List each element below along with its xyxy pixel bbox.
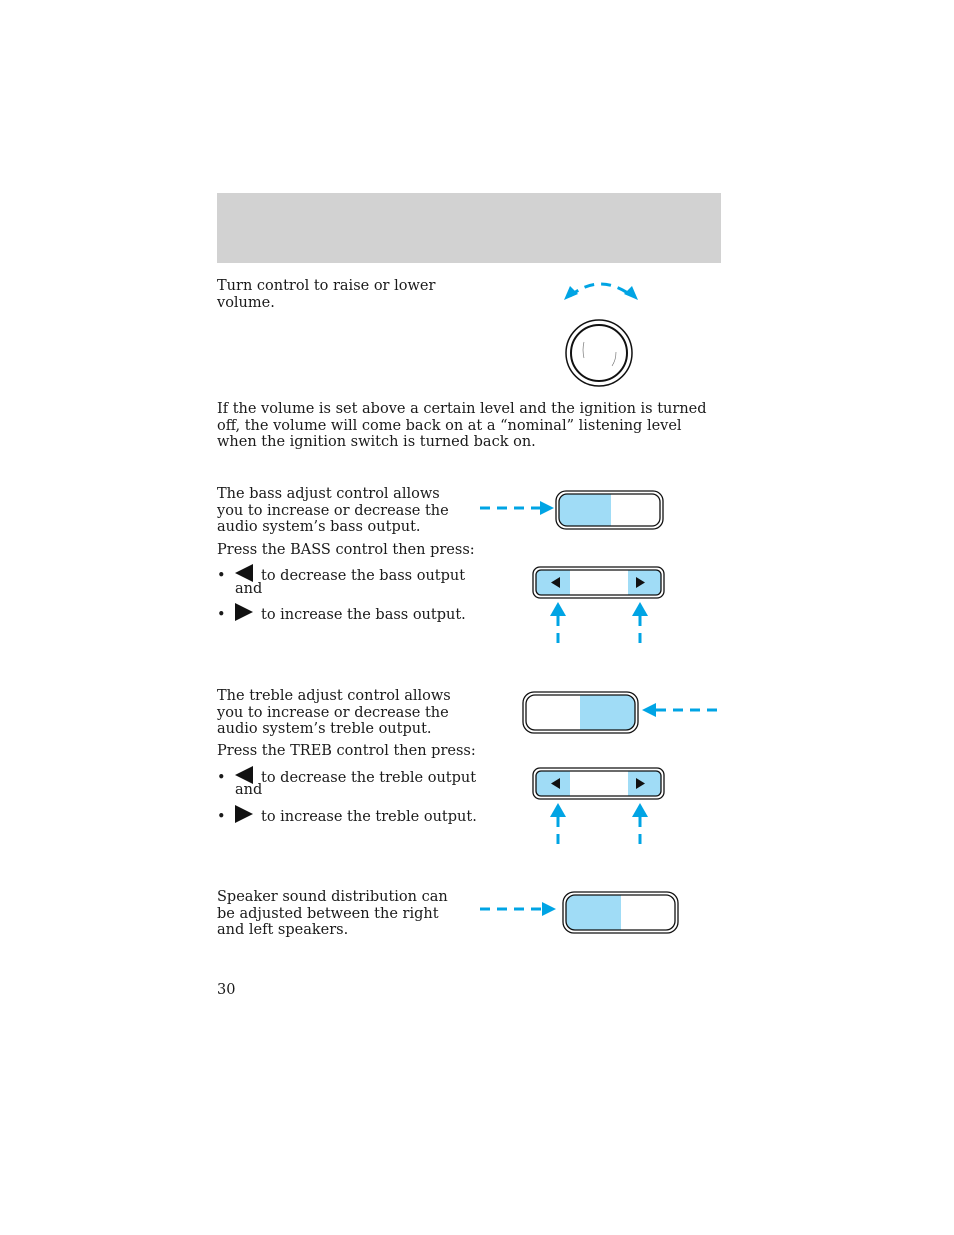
- balance-text: Speaker sound distribution can be adjusted between the right and left speakers.: [217, 889, 448, 938]
- bass-decrease-text: to decrease the bass output: [261, 568, 466, 584]
- treble-up-arrows-icon: [548, 801, 650, 853]
- balance-button-icon: [562, 891, 680, 935]
- balance-pointer-arrow-icon: [478, 899, 562, 919]
- bullet-dot: •: [217, 568, 226, 584]
- treble-and-text: and: [235, 782, 263, 798]
- bass-seek-button-icon: [532, 566, 666, 600]
- volume-knob-icon: [564, 318, 634, 388]
- treble-decrease-text: to decrease the treble output: [261, 770, 477, 786]
- treble-press-instruction: Press the TREB control then press:: [217, 743, 476, 759]
- bass-intro: The bass adjust control allows you to increase or decrease the audio system’s bass output.: [217, 486, 449, 535]
- treble-seek-button-icon: [532, 767, 666, 801]
- right-arrow-icon: [235, 805, 253, 823]
- right-arrow-icon: [235, 603, 253, 621]
- treble-increase-bullet: [217, 805, 477, 826]
- bass-pointer-arrow-icon: [478, 498, 558, 518]
- volume-note: If the volume is set above a certain level and the ignition is turned off, the volume will come back on at a “nominal” listening level when the ignition switch is turned back on.: [217, 401, 707, 450]
- bullet-dot: •: [217, 607, 226, 623]
- bass-up-arrows-icon: [548, 600, 650, 652]
- bass-increase-bullet: [217, 603, 466, 624]
- bass-increase-text: to increase the bass output.: [261, 607, 466, 623]
- bass-button-icon: [555, 490, 665, 530]
- left-arrow-icon: [235, 564, 253, 582]
- treble-increase-text: to increase the treble output.: [261, 809, 477, 825]
- section-header-band: [217, 193, 721, 263]
- bullet-dot: •: [217, 770, 226, 786]
- bass-press-instruction: Press the BASS control then press:: [217, 542, 475, 558]
- treble-pointer-arrow-icon: [640, 700, 720, 720]
- bullet-dot: •: [217, 809, 226, 825]
- treble-intro: The treble adjust control allows you to increase or decrease the audio system’s treble output.: [217, 688, 451, 737]
- rotate-arrows-icon: [560, 276, 644, 304]
- bass-and-text: and: [235, 581, 263, 597]
- treble-button-icon: [522, 691, 640, 735]
- page-number: 30: [217, 982, 236, 998]
- volume-instruction: Turn control to raise or lower volume.: [217, 278, 436, 311]
